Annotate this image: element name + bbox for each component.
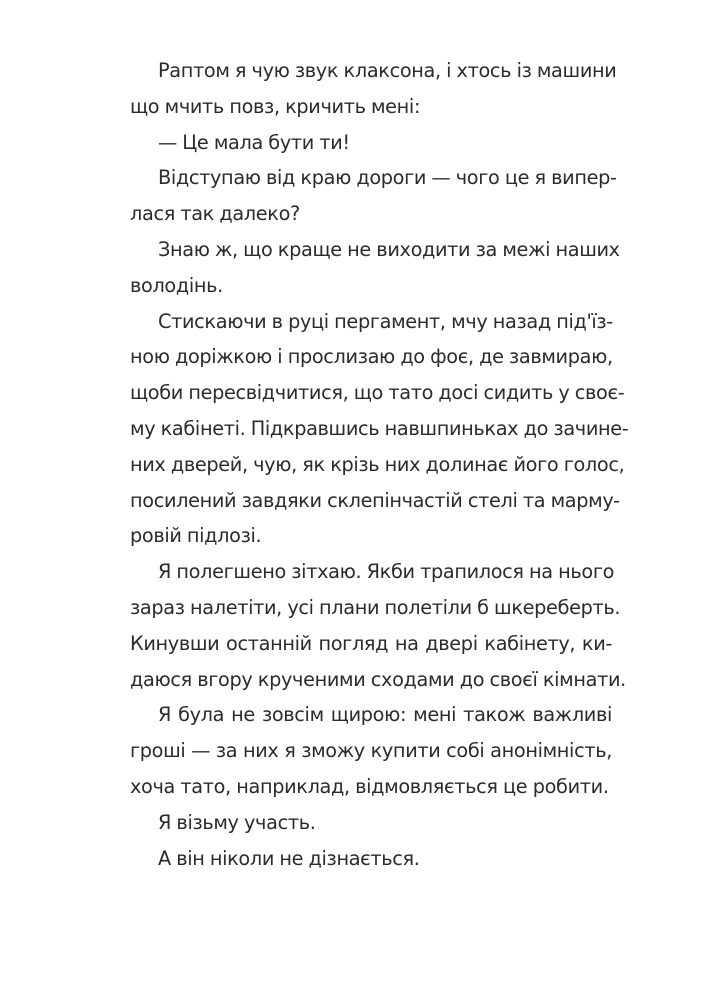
text-line: му кабінеті. Підкравшись навшпиньках до зачине- xyxy=(130,416,629,440)
text-line: що мчить повз, кричить мені: xyxy=(130,94,421,118)
text-line: Я візьму участь. xyxy=(158,810,316,834)
text-line: володінь. xyxy=(130,273,223,297)
text-line: гроші — за них я зможу купити собі анонімність, xyxy=(130,739,612,763)
text-line: щоби пересвідчитися, що тато досі сидить у своє- xyxy=(130,381,625,405)
text-line: Я була не зовсім щирою: мені також важливі xyxy=(158,703,612,727)
text-line: Знаю ж, що краще не виходити за межі наших xyxy=(158,237,620,261)
text-line: А він ніколи не дізнається. xyxy=(158,846,420,870)
page-text xyxy=(130,53,629,876)
text-line: лася так далеко? xyxy=(130,202,300,226)
text-line: них дверей, чую, як крізь них долинає його голос, xyxy=(130,452,625,476)
text-line: зараз налетіти, усі плани полетіли б шкереберть. xyxy=(130,595,621,619)
text-line: ною доріжкою і прослизаю до фоє, де завмираю, xyxy=(130,345,613,369)
text-line: посилений завдяки склепінчастій стелі та мармy- xyxy=(130,488,620,512)
text-line: Раптом я чую звук клаксона, і хтось із машини xyxy=(158,59,617,82)
text-line: Стискаючи в руці пергамент, мчу назад під'їз- xyxy=(158,309,613,333)
text-line: хоча тато, наприклад, відмовляється це робити. xyxy=(130,774,609,798)
text-line: Я полегшено зітхаю. Якби трапилося на нього xyxy=(158,560,615,584)
text-line: Відступаю від краю дороги — чого це я випер- xyxy=(158,166,617,190)
text-line: ровій підлозі. xyxy=(130,524,262,548)
text-line: Кинувши останній погляд на двері кабінету, ки- xyxy=(130,631,612,655)
text-line: даюся вгору крученими сходами до своєї кімнати. xyxy=(130,667,626,691)
text-line: — Це мала бути ти! xyxy=(158,130,350,154)
